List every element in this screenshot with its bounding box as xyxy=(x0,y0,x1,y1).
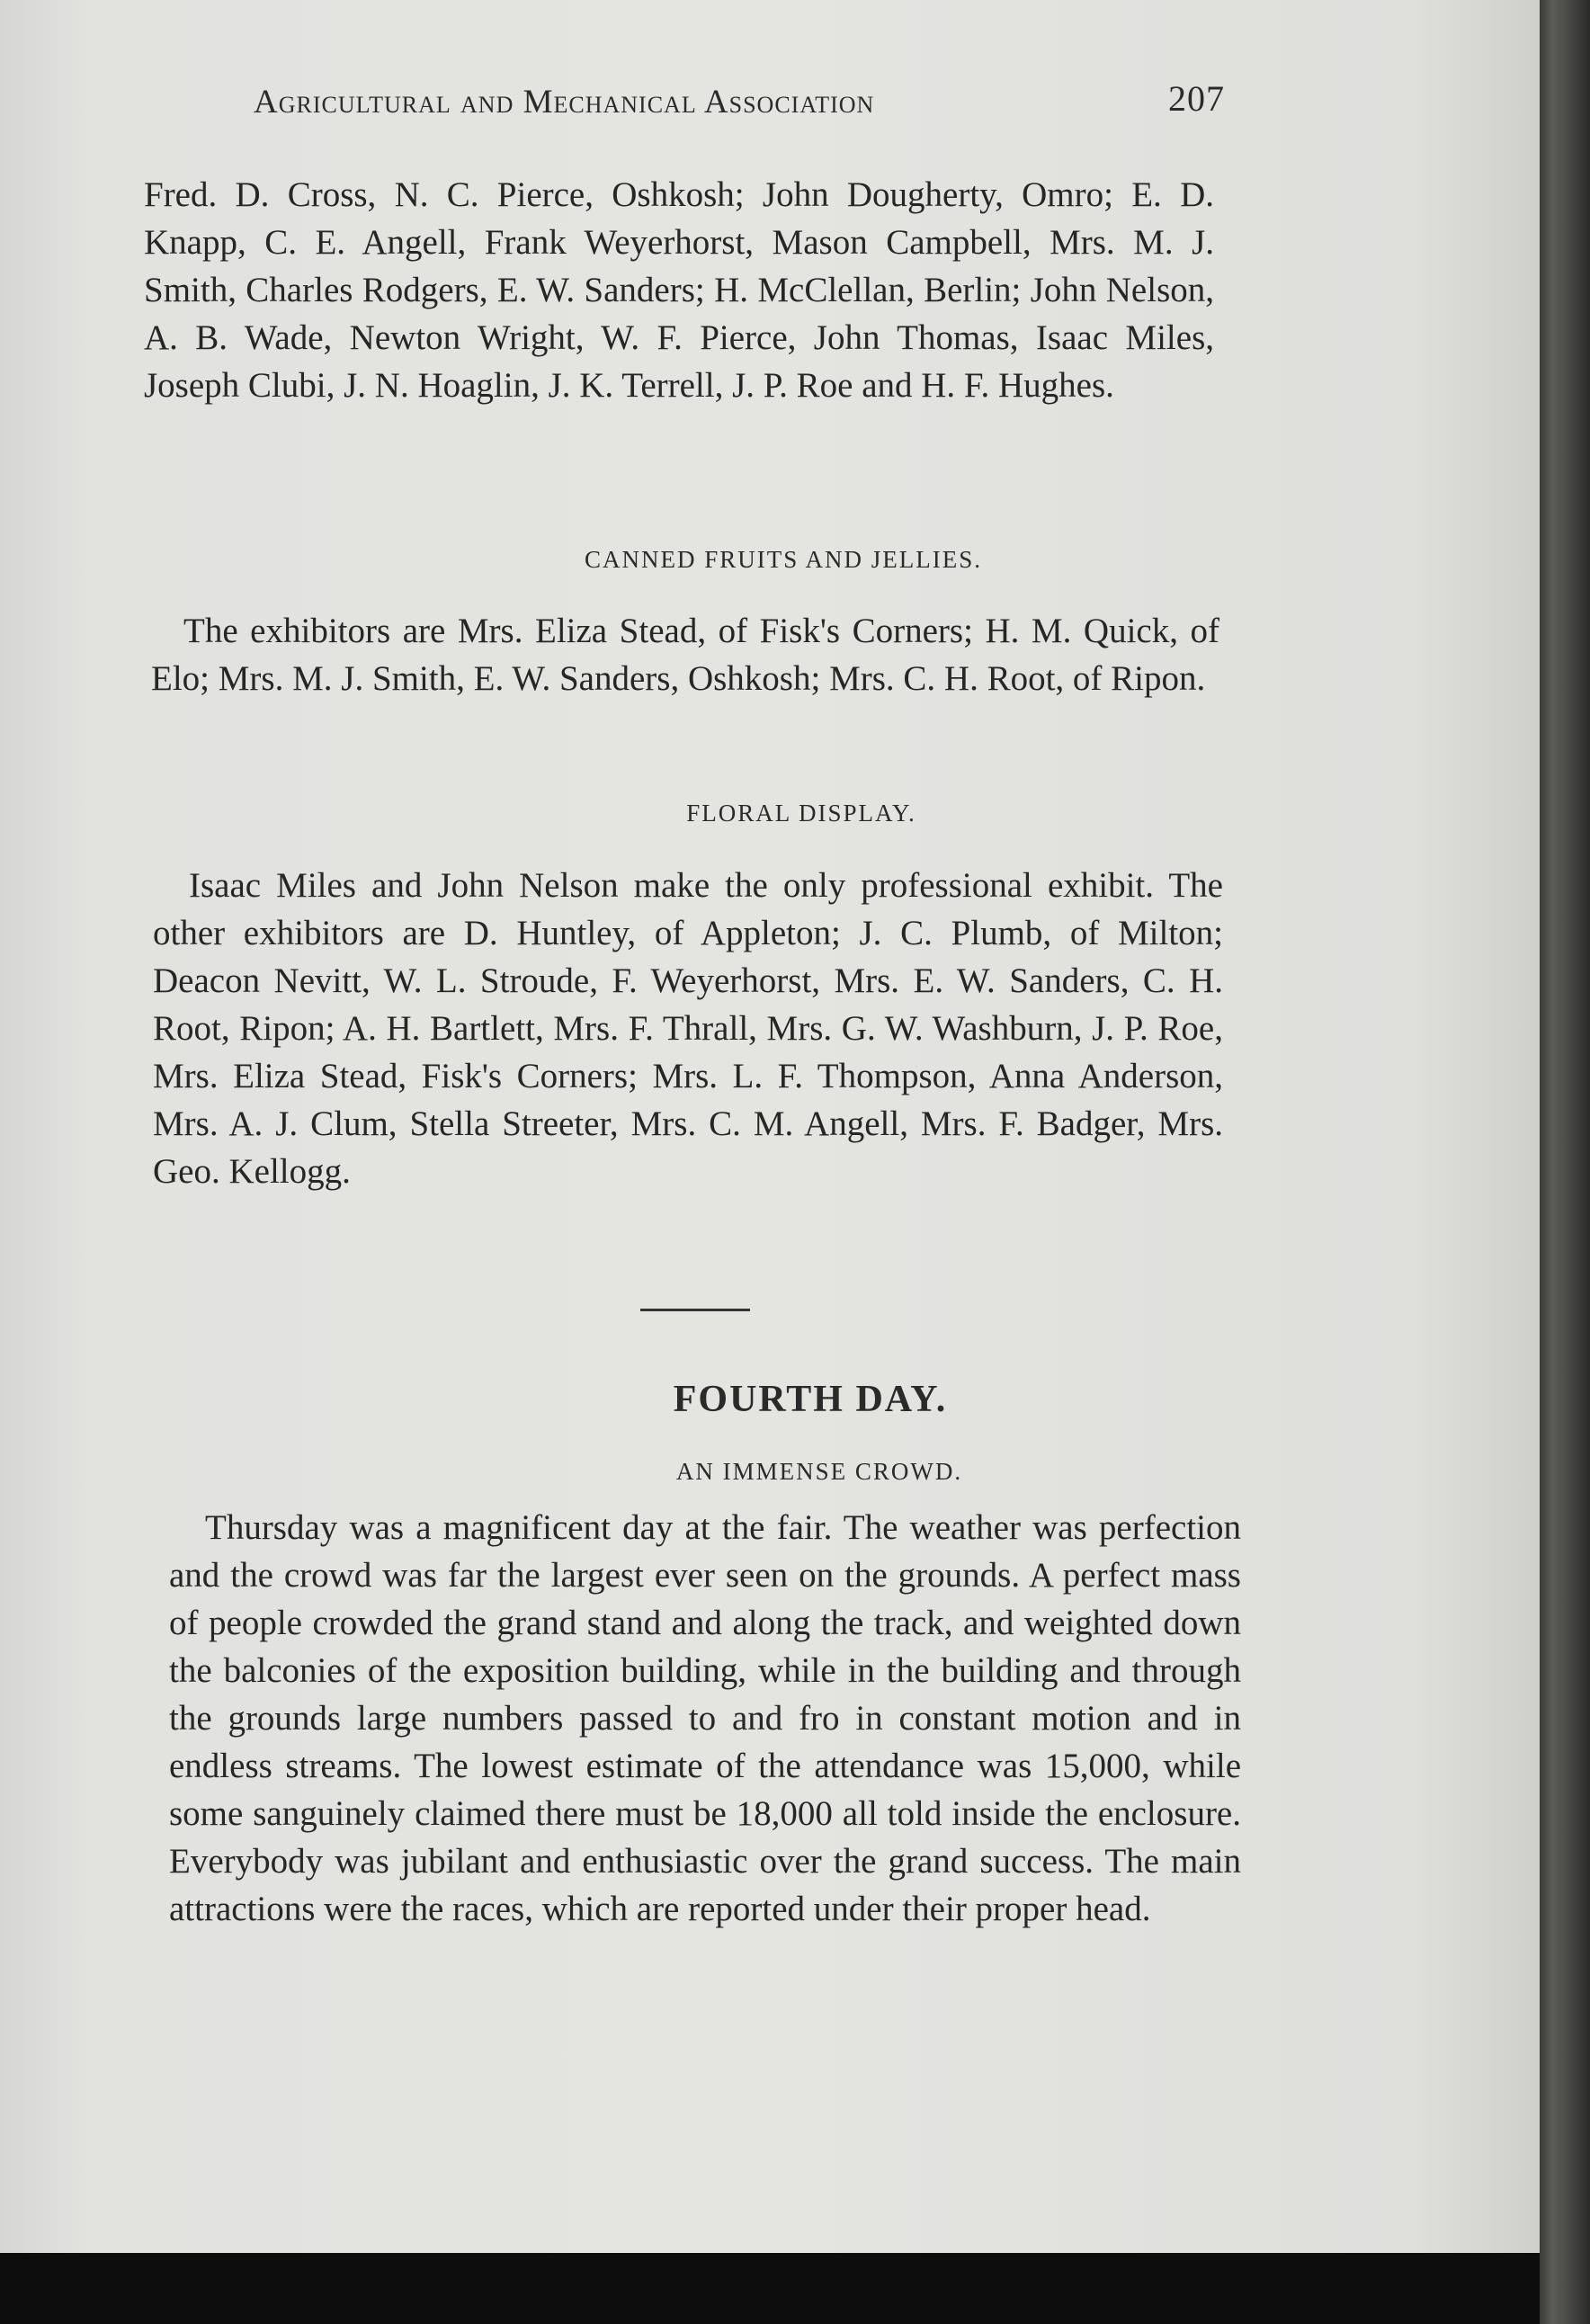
immense-crowd-paragraph: Thursday was a magnificent day at the fair. The weather was perfection and the crowd was far the largest ever seen on the grounds. A perfect mass of people crowded the grand stand and along the track, and weighted down the balconies of the exposition building, while in the building and through the grounds large numbers passed to and fro in constant motion and in endless streams. The lowest estimate of the attendance was 15,000, while some sanguinely claimed there must be 18,000 all told inside the enclosure. Everybody was jubilant and enthusiastic over the grand success. The main attractions were the races, which are reported under their proper head. xyxy=(169,1508,1241,1928)
page-number: 207 xyxy=(1168,78,1225,119)
subhead-canned-fruits: CANNED FRUITS AND JELLIES. xyxy=(584,546,982,573)
section-divider xyxy=(640,1309,750,1311)
page-header xyxy=(254,78,1225,128)
book-binding-edge xyxy=(1540,0,1590,2324)
section-title-fourth-day: FOURTH DAY. xyxy=(673,1379,948,1420)
subhead-floral-display: FLORAL DISPLAY. xyxy=(686,800,916,827)
running-head: Agricultural and Mechanical Association xyxy=(254,84,875,121)
continued-exhibitor-list: Fred. D. Cross, N. C. Pierce, Oshkosh; John Dougherty, Omro; E. D. Knapp, C. E. Angell, Frank Weyerhorst, Mason Campbell, Mrs. M. J. Smith, Charles Rodgers, E. W. Sanders; H. McClellan, Berlin; John Nelson, A. B. Wade, Newton Wright, W. F. Pierce, John Thomas, Isaac Miles, Joseph Clubi, J. N. Hoaglin, J. K. Terrell, J. P. Roe and H. F. Hughes. xyxy=(144,175,1214,405)
floral-display-paragraph: Isaac Miles and John Nelson make the only professional exhibit. The other exhibitors are D. Huntley, of Appleton; J. C. Plumb, of Milton; Deacon Nevitt, W. L. Stroude, F. Weyerhorst, Mrs. E. W. Sanders, C. H. Root, Ripon; A. H. Bartlett, Mrs. F. Thrall, Mrs. G. W. Washburn, J. P. Roe, Mrs. Eliza Stead, Fisk's Corners; Mrs. L. F. Thompson, Anna Anderson, Mrs. A. J. Clum, Stella Streeter, Mrs. C. M. Angell, Mrs. F. Badger, Mrs. Geo. Kellogg. xyxy=(153,866,1223,1191)
scan-bottom-margin xyxy=(0,2253,1540,2324)
canned-fruits-paragraph: The exhibitors are Mrs. Eliza Stead, of Fisk's Corners; H. M. Quick, of Elo; Mrs. M. J. Smith, E. W. Sanders, Oshkosh; Mrs. C. H. Root, of Ripon. xyxy=(151,612,1219,698)
subhead-immense-crowd: AN IMMENSE CROWD. xyxy=(675,1458,963,1485)
